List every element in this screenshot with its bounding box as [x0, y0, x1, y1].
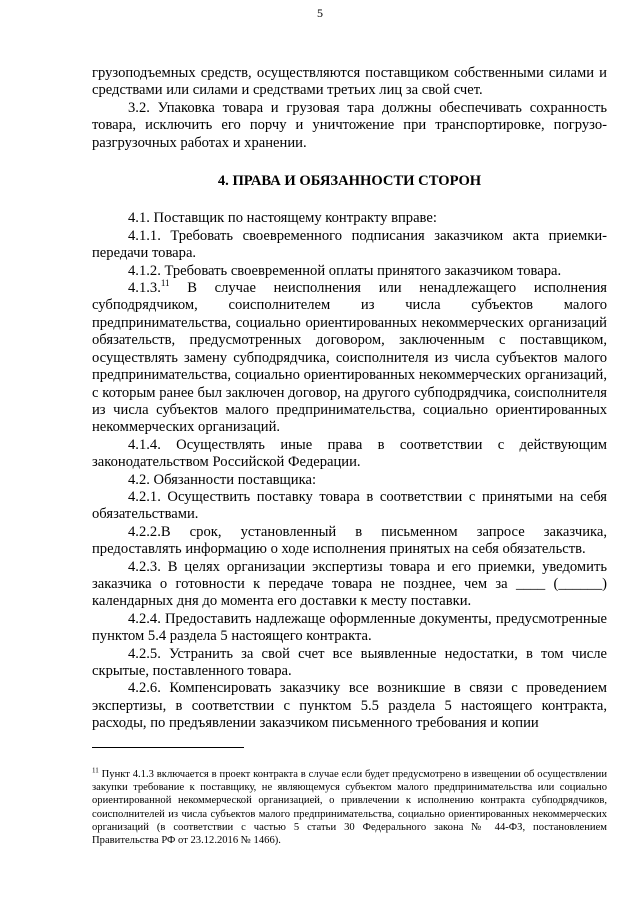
paragraph-continuation: грузоподъемных средств, осуществляются поставщиком собственными силами и средствами или силами и средствами третьих лиц за свой счет.	[92, 65, 607, 99]
section-heading: 4. ПРАВА И ОБЯЗАННОСТИ СТОРОН	[217, 173, 482, 190]
footnote	[92, 768, 607, 847]
paragraph-4-2: 4.2. Обязанности поставщика:	[128, 471, 317, 488]
document-body	[92, 65, 607, 733]
footnote-reference: 11	[160, 278, 170, 289]
paragraph-4-1-2: 4.1.2. Требовать своевременной оплаты принятого заказчиком товара.	[128, 262, 562, 279]
paragraph-4-2-1: 4.2.1. Осуществить поставку товара в соответствии с принятыми на себя обязательствами.	[92, 488, 607, 523]
paragraph-4-2-2: 4.2.2.В срок, установленный в письменном запросе заказчика, предоставлять информацию о ходе исполнения принятых на себя обязательств.	[92, 523, 607, 558]
paragraph-number: 4.1.3.	[128, 280, 161, 297]
footnote-text: Пункт 4.1.3 включается в проект контракта в случае если будет предусмотрено в извещении об осуществлении закупки требование к поставщику, не являющемуся субъектом малого предпринимательства или социально ориентированной некоммерческой организацией, о привлечении к исполнению контракта субподрядчиков, соисполнителей из числа субъектов малого предпринимательства, социально ориентированных некоммерческих организаций (в соответствии с частью 5 статьи 30 Федерального закона № 44-ФЗ, постановлением Правительства РФ от 23.12.2016 № 1466).	[92, 769, 607, 847]
page-number: 5	[317, 6, 323, 20]
paragraph-text: В случае неисполнения или ненадлежащего исполнения субподрядчиком, соисполнителем из числа субъектов малого предпринимательства, социально ориентированных некоммерческих организаций обязательств, предусмотренных договором, заключенным с поставщиком, осуществлять замену субподрядчика, соисполнителя из числа субъектов малого предпринимательства, социально ориентированных некоммерческих организаций, с которым ранее был заключен договор, на другого субподрядчика, соисполнителя из числа субъектов малого предпринимательства, социально ориентированных некоммерческих организаций.	[92, 280, 607, 436]
paragraph-4-1: 4.1. Поставщик по настоящему контракту вправе:	[128, 210, 437, 227]
footnote-separator	[92, 747, 244, 748]
paragraph-4-1-3	[92, 280, 607, 437]
paragraph-4-2-3: 4.2.3. В целях организации экспертизы товара и его приемки, уведомить заказчика о готовности к передаче товара не позднее, чем за ____ (______) календарных дня до момента его доставки к месту поставки.	[92, 558, 607, 610]
paragraph-4-2-6: 4.2.6. Компенсировать заказчику все возникшие в связи с проведением экспертизы, в соответствии с пунктом 5.5 раздела 5 настоящего контракта, расходы, по предъявлении заказчиком письменного требования и копии	[92, 680, 607, 732]
paragraph-4-1-4: 4.1.4. Осуществлять иные права в соответствии с действующим законодательством Российской Федерации.	[92, 436, 607, 471]
paragraph-4-2-4: 4.2.4. Предоставить надлежаще оформленные документы, предусмотренные пунктом 5.4 раздела 5 настоящего контракта.	[92, 610, 607, 645]
footnote-number: 11	[92, 766, 99, 775]
paragraph-3-2: 3.2. Упаковка товара и грузовая тара должны обеспечивать сохранность товара, исключить его порчу и уничтожение при транспортировке, погрузо-разгрузочных работах и хранении.	[92, 99, 607, 151]
paragraph-4-2-5: 4.2.5. Устранить за свой счет все выявленные недостатки, в том числе скрытые, поставленного товара.	[92, 645, 607, 679]
paragraph-4-1-1: 4.1.1. Требовать своевременного подписания заказчиком акта приемки-передачи товара.	[92, 227, 607, 262]
